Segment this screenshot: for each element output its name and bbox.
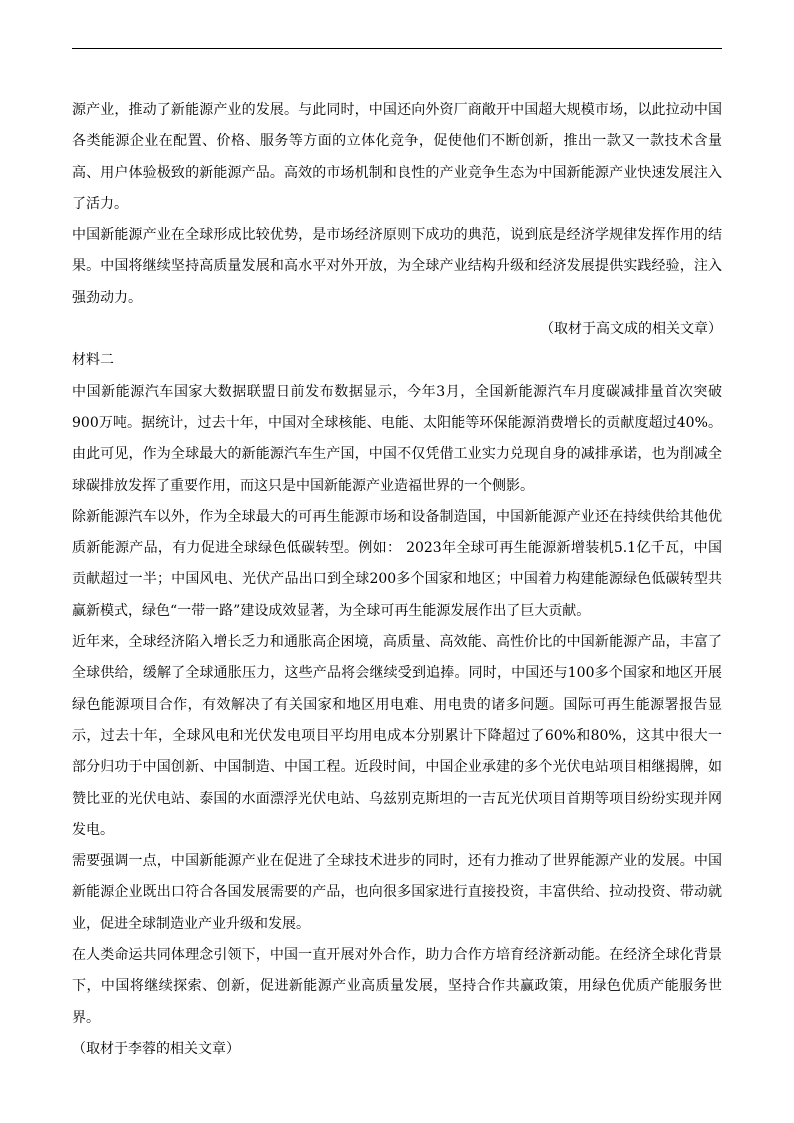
paragraph: 需要强调一点，中国新能源产业在促进了全球技术进步的同时，还有力推动了世界能源产业的发展。中国新能源企业既出口符合各国发展需要的产品，也向很多国家进行直接投资，丰富供给、拉动投资、带动就业，促进全球制造业产业升级和发展。 <box>72 853 722 932</box>
paragraph: 在人类命运共同体理念引领下，中国一直开展对外合作，助力合作方培育经济新动能。在经济全球化背景下，中国将继续探索、创新，促进新能源产业高质量发展，坚持合作共赢政策，用绿色优质产能服务世界。 <box>72 947 722 1026</box>
section-heading: 材料二 <box>72 352 114 369</box>
paragraph: 源产业，推动了新能源产业的发展。与此同时，中国还向外资厂商敞开中国超大规模市场，以此拉动中国各类能源企业在配置、价格、服务等方面的立体化竞争，促使他们不断创新，推出一款又一款技术含量高、用户体验极致的新能源产品。高效的市场机制和良性的产业竞争生态为中国新能源产业快速发展注入了活力。 <box>72 102 722 212</box>
paragraph: 除新能源汽车以外，作为全球最大的可再生能源市场和设备制造国，中国新能源产业还在持续供给其他优质新能源产品，有力促进全球绿色低碳转型。例如： 2023年全球可再生能源新增装机5.1亿千瓦，中国贡献超过一半；中国风电、光伏产品出口到全球200多个国家和地区；中国着力构建能源绿色低碳转型共赢新模式，绿色“一带一路”建设成效显著，为全球可再生能源发展作出了巨大贡献。 <box>72 508 722 619</box>
header-rule <box>72 48 722 49</box>
document-body <box>72 95 722 1065</box>
paragraph: 中国新能源产业在全球形成比较优势，是市场经济原则下成功的典范，说到底是经济学规律发挥作用的结果。中国将继续坚持高质量发展和高水平对外开放，为全球产业结构升级和经济发展提供实践经验，注入强劲动力。 <box>72 227 722 306</box>
paragraph: 中国新能源汽车国家大数据联盟日前发布数据显示，今年3月，全国新能源汽车月度碳减排量首次突破900万吨。据统计，过去十年，中国对全球核能、电能、太阳能等环保能源消费增长的贡献度超过40%。由此可见，作为全球最大的新能源汽车生产国，中国不仅凭借工业实力兑现自身的减排承诺，也为削减全球碳排放发挥了重要作用，而这只是中国新能源产业造福世界的一个侧影。 <box>72 383 722 494</box>
source-citation: （取材于高文成的相关文章） <box>540 321 722 338</box>
paragraph: 近年来，全球经济陷入增长乏力和通胀高企困境，高质量、高效能、高性价比的中国新能源产品，丰富了全球供给，缓解了全球通胀压力，这些产品将会继续受到追捧。同时，中国还与100多个国家和地区开展绿色能源项目合作，有效解决了有关国家和地区用电难、用电贵的诸多问题。国际可再生能源署报告显示，过去十年，全球风电和光伏发电项目平均用电成本分别累计下降超过了60%和80%，这其中很大一部分归功于中国创新、中国制造、中国工程。近段时间，中国企业承建的多个光伏电站项目相继揭牌，如赞比亚的光伏电站、泰国的水面漂浮光伏电站、乌兹别克斯坦的一吉瓦光伏项目首期等项目纷纷实现并网发电。 <box>72 634 722 838</box>
source-citation: （取材于李蓉的相关文章） <box>72 1040 240 1057</box>
